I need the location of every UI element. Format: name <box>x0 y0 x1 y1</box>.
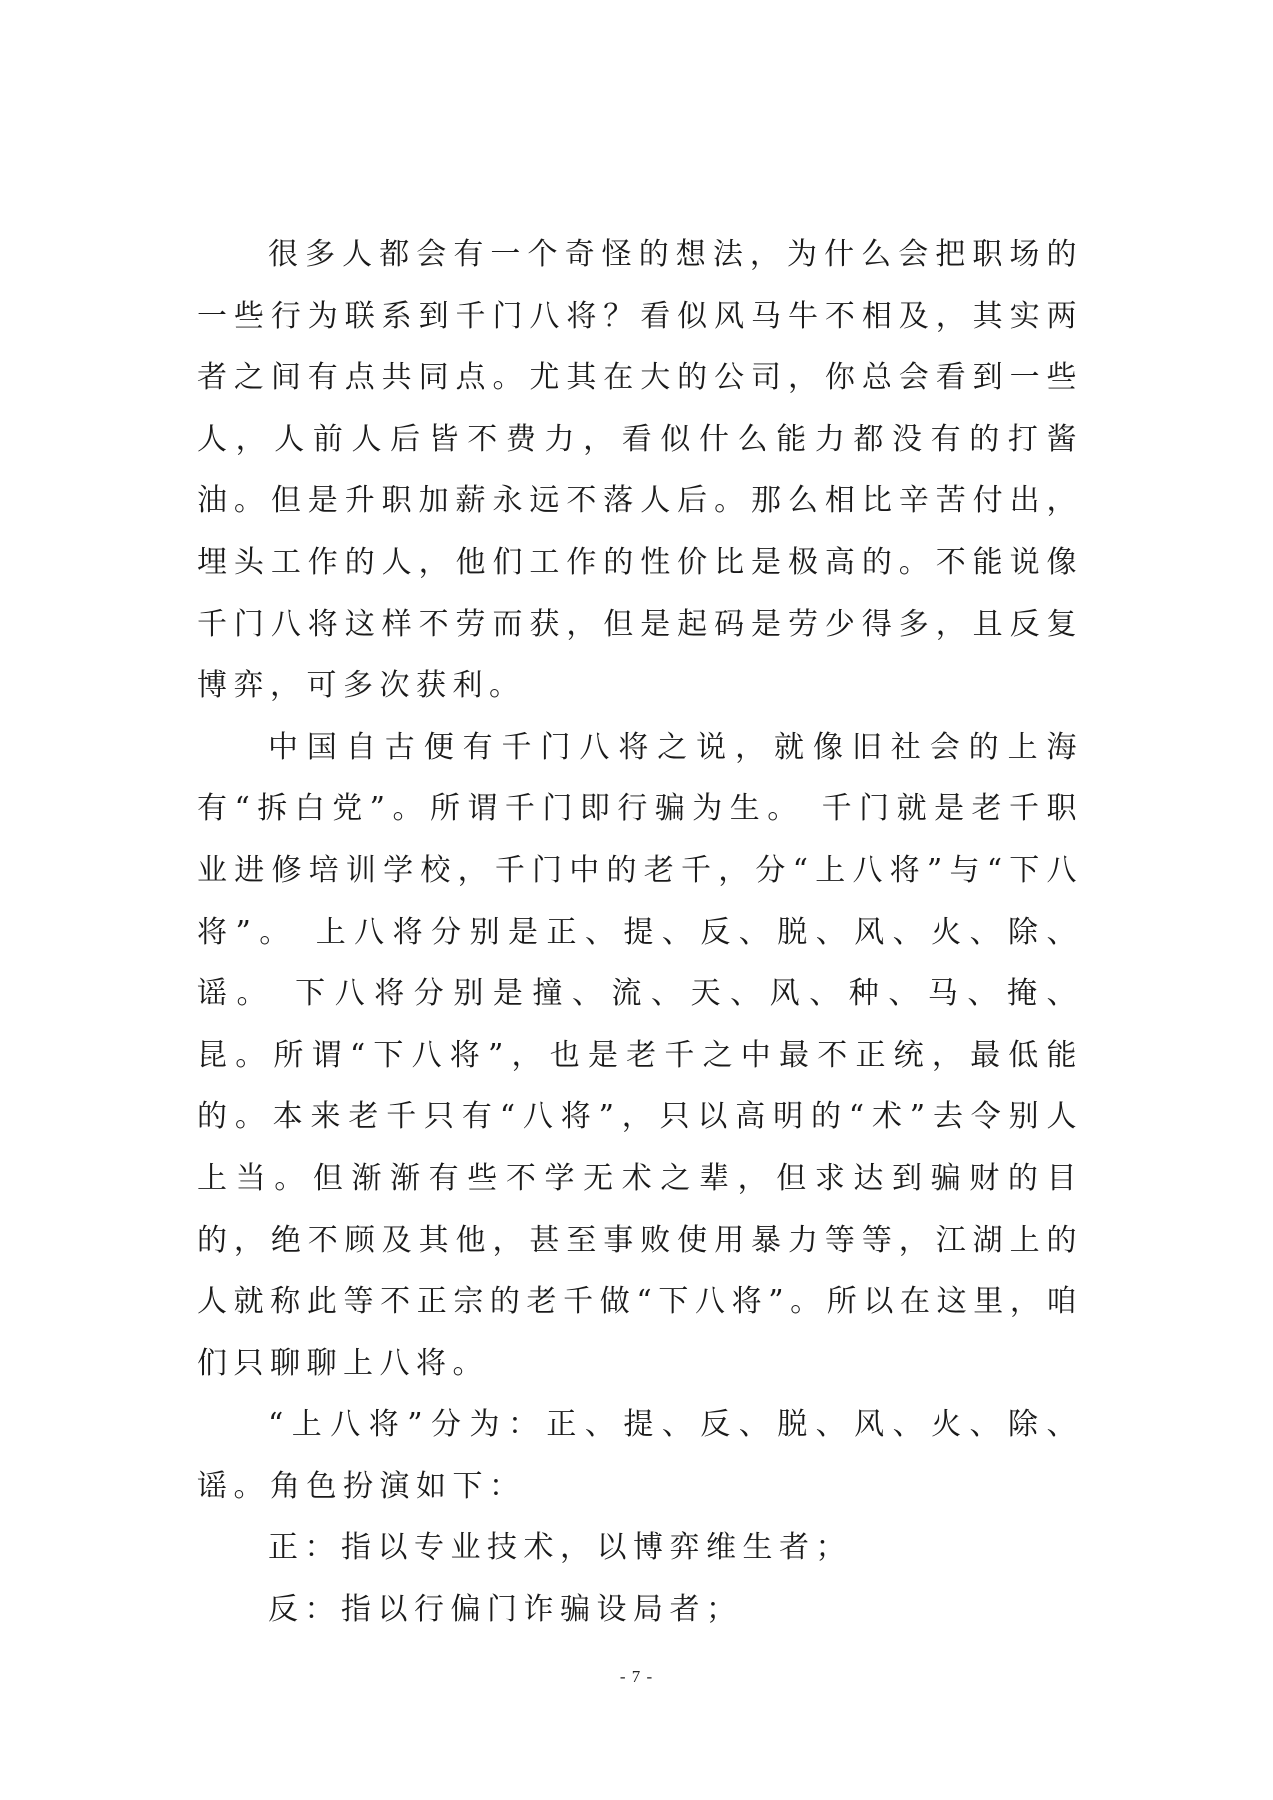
paragraph-2: 中国自古便有千门八将之说，就像旧社会的上海有“拆白党”。所谓千门即行骗为生。 千门就是老千职业进修培训学校，千门中的老千，分“上八将”与“下八将”。 上八将分别是正、提、反、脱、风、火、除、谣。 下八将分别是撞、流、天、风、种、马、掩、昆。所谓“下八将”，也是老千之中最不正统，最低能的。本来老千只有“八将”，只以高明的“术”去令别人上当。但渐渐有些不学无术之辈，但求达到骗财的目的，绝不顾及其他，甚至事败使用暴力等等，江湖上的人就称此等不正宗的老千做“下八将”。所以在这里，咱们只聊聊上八将。 <box>197 729 1083 1381</box>
list-item-zheng: 正：指以专业技术，以博弈维生者； <box>268 1530 852 1566</box>
paragraph-3: “上八将”分为：正、提、反、脱、风、火、除、谣。角色扮演如下： <box>197 1407 1083 1504</box>
body-text <box>197 224 1083 1641</box>
paragraph-1: 很多人都会有一个奇怪的想法，为什么会把职场的一些行为联系到千门八将？看似风马牛不相及，其实两者之间有点共同点。尤其在大的公司，你总会看到一些人，人前人后皆不费力，看似什么能力都没有的打酱油。但是升职加薪永远不落人后。那么相比辛苦付出，埋头工作的人，他们工作的性价比是极高的。不能说像千门八将这样不劳而获，但是起码是劳少得多，且反复博弈，可多次获利。 <box>197 237 1083 704</box>
list-item-fan: 反：指以行偏门诈骗设局者； <box>268 1592 743 1628</box>
page-number: - 7 - <box>619 1667 654 1686</box>
